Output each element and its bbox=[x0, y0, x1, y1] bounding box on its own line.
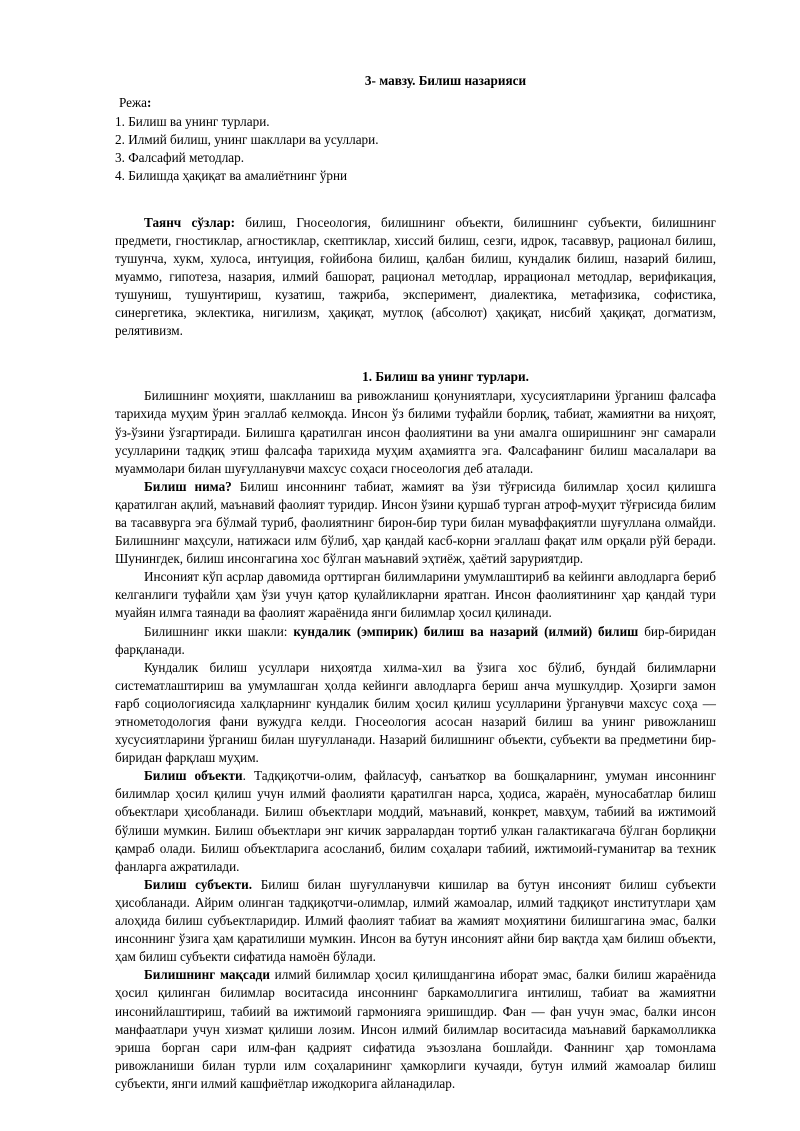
paragraph-lead: Билиш нима? bbox=[144, 478, 232, 494]
paragraph-subject bbox=[115, 876, 716, 966]
plan-label bbox=[119, 94, 716, 112]
paragraph-body: . Тадқиқотчи-олим, файласуф, санъаткор ва бошқаларнинг, умуман инсоннинг билимлар ҳосил қилиш учун илмий фаолияти қаратилган нарса, ҳодиса, жараён, муносабатлар билиш объектлари ҳисобланади. Билиш объектлари моддий, маънавий, конкрет, мавҳум, табиий ва ижтимоий бўлиши мумкин. Билиш объектлари энг кичик зарралардан тортиб улкан галактикагача бўлган борлиқни қамраб олади. Билиш объектларига асосланиб, билим соҳалари табиий, ижтимоий-гуманитар ва техник фанларга ажратилади. bbox=[115, 768, 717, 874]
plan-list bbox=[115, 113, 716, 185]
paragraph-goal bbox=[115, 966, 716, 1093]
paragraph-emphasis: кундалик (эмпирик) билиш ва назарий (илмий) билиш bbox=[293, 623, 639, 639]
paragraph-essence: Билишнинг моҳияти, шаклланиш ва ривожланиш қонуниятлари, хусусиятларини ўрганиш фалсафа тарихида муҳим ўрин эгаллаб келмоқда. Инсон ўз билими туфайли борлиқ, табиат, жамиятни ва ниҳоят, ўз-ўзини ўзгартиради. Билишга қаратилган инсон фаолиятини ва уни амалга оширишнинг энг самарали усулларини тадқиқ этиш фалсафа тарихида муҳим аҳамиятга эга. Фалсафанинг билиш масалалари ва муаммолари билан шуғулланувчи махсус соҳаси гносеология деб аталади. bbox=[115, 388, 716, 476]
document-title: 3- мавзу. Билиш назарияси bbox=[364, 73, 527, 88]
paragraph-body: Билишнинг икки шакли: bbox=[144, 623, 294, 639]
paragraph-object bbox=[115, 767, 716, 876]
plan-item: 2. Илмий билиш, унинг шакллари ва усуллари. bbox=[115, 132, 379, 148]
plan-label-colon: : bbox=[146, 95, 152, 111]
keywords-paragraph bbox=[115, 214, 716, 341]
keywords-text: билиш, Гносеология, билишнинг объекти, билишнинг субъекти, билишнинг предмети, гностиклар, агностиклар, скептиклар, хиссий билиш, сезги, идрок, тасаввур, рационал билиш, тушунча, хукм, хулоса, интуиция, ғойибона билиш, қалбан билиш, кундалик билиш, назарий билиш, муаммо, гипотеза, назария, илмий башорат, рационал методлар, иррационал методлар, верификация, тушуниш, тушунтириш, кузатиш, тажриба, эксперимент, диалектика, метафизика, софистика, синергетика, эклектика, нигилизм, ҳақиқат, мутлоқ (абсолют) ҳақиқат, нисбий ҳақиқат, догматизм, релятивизм. bbox=[115, 214, 716, 339]
section-title: 1. Билиш ва унинг турлари. bbox=[362, 369, 529, 385]
paragraph-body: Билиш инсоннинг табиат, жамият ва ўзи тўғрисида билимлар ҳосил қилишга қаратилган ақлий, маънавий фаолият туридир. Инсон ўзини қуршаб турган атроф-муҳит тўғрисида билим ва тасаввурга эга бўлмай туриб, фаолиятнинг бирон-бир тури билан муваффақиятли шуғуллана олмайди. Билишнинг маҳсули, натижаси илм бўлиб, ҳар қандай касб-корни эгаллаш фақат илм орқали рўй беради. Шунингдек, билиш инсонгагина хос бўлган маънавий эҳтиёж, ҳаётий заруриятдир. bbox=[115, 478, 716, 567]
paragraph-body: Билиш билан шуғулланувчи кишилар ва бутун инсоният билиш субъекти ҳисобланади. Айрим олинган тадқиқотчи-олимлар, илмий жамоалар, илмий тадқиқот институтлари ҳам алоҳида билиш субъектларидир. Илмий фаолият табиат ва жамият моҳиятини билишгагина эмас, балки инсоннинг ўзига ҳам қаратилиши мумкин. Инсон ва бутун инсоният айни бир вақтда ҳам билиш объекти, ҳам билиш субъекти сифатида намоён бўлади. bbox=[115, 876, 717, 965]
plan-item: 4. Билишда ҳақиқат ва амалиётнинг ўрни bbox=[115, 168, 348, 184]
paragraph-lead: Билиш объекти bbox=[144, 768, 243, 784]
paragraph-what-is-cognition bbox=[115, 478, 716, 568]
paragraph-body: илмий билимлар ҳосил қилишдангина иборат эмас, балки билиш жараёнида ҳосил қилинган билимлар воситасида инсоннинг баркамоллигига интилиш, табиат ва жамиятни инсонийлаштириш, табиий ва ижтимоий гармонияга эришишдир. Фан — фан учун эмас, балки инсон манфаатлари учун хизмат қилиши лозим. Инсон илмий билимлар воситасида маънавий баркамолликка эриша борган сари илм-фан қадрият сифатида эъзозлана бошлайди. Фаннинг ҳар томонлама ривожланиши билан турли илм соҳаларининг ҳамкорлиги кучаяди, бутун илмий жамоалар билиш субъекти, янги илмий кашфиётлар ижодкорига айланадилар. bbox=[115, 967, 716, 1091]
paragraph-lead: Билишнинг мақсади bbox=[144, 967, 270, 983]
paragraph-two-forms bbox=[115, 623, 716, 659]
keywords-label: Таянч сўзлар: bbox=[144, 214, 235, 230]
paragraph-lead: Билиш субъекти. bbox=[144, 876, 253, 892]
paragraph-everyday-cognition: Кундалик билиш усуллари ниҳоятда хилма-хил ва ўзига хос бўлиб, бундай билимларни систематлаштириш ва умумлашган ҳолда кейинги авлодларга бериш анча мушкулдир. Ҳозирги замон ғарб социологиясида халқларнинг кундалик билим ҳосил қилиш усулларини ўрганувчи махсус соҳа — этнометодология фани вужудга келди. Гносеология асосан назарий билиш ва унинг ривожланиш хусусиятларини ўрганиш билан шуғулланади. Назарий билишнинг объекти, субъекти ва предметини бир-биридан фарқлаш муҳим. bbox=[115, 659, 716, 766]
plan-item: 3. Фалсафий методлар. bbox=[115, 150, 245, 166]
plan-item: 1. Билиш ва унинг турлари. bbox=[115, 114, 270, 130]
paragraph-body: бир-биридан фарқланади. bbox=[115, 623, 716, 657]
paragraph-humanity: Инсоният кўп асрлар давомида орттирган билимларини умумлаштириб ва кейинги авлодларга бериб келганлиги туфайли ҳам ўзи учун қатор қулайликларни яратган. Инсон фаолиятининг ҳар қандай тури муайян илмга таянади ва фаолият жараёнида янги билимлар ҳосил қилинади. bbox=[115, 569, 716, 621]
plan-label-text: Режа bbox=[119, 95, 147, 111]
